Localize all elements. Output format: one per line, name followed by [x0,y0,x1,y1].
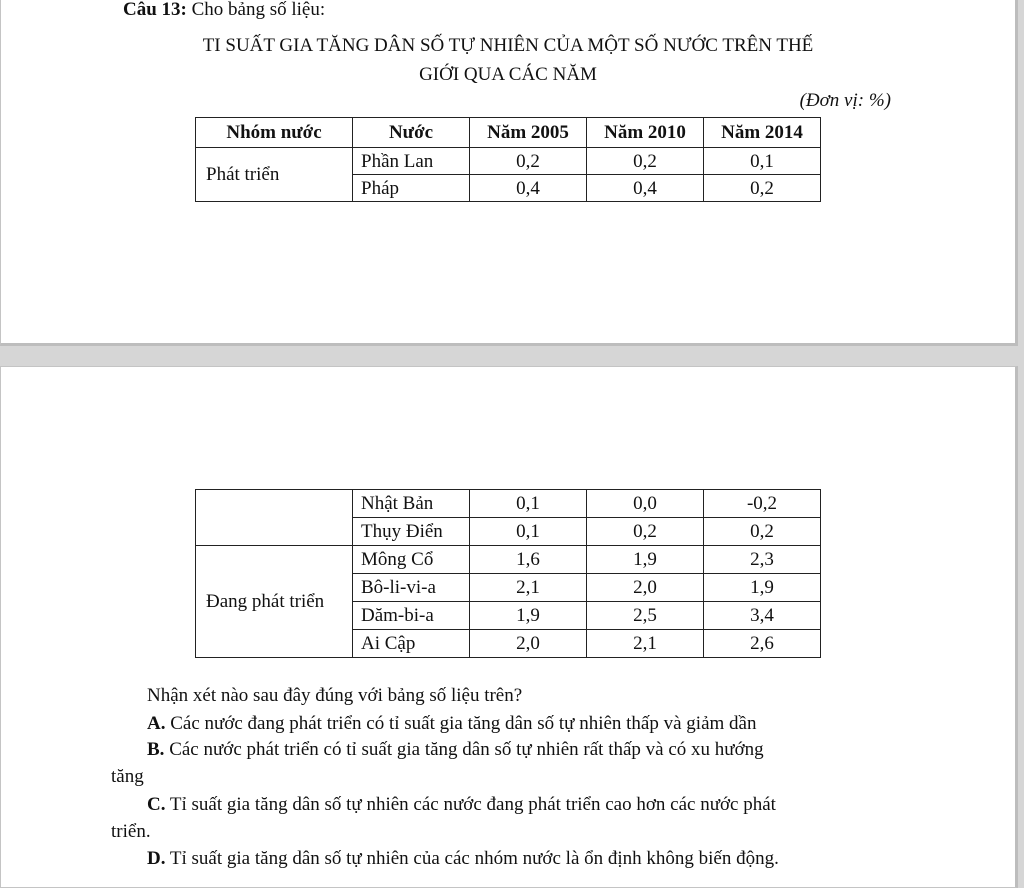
table-row [196,148,821,175]
data-table-part-2 [195,489,821,658]
unit-label: (Đơn vị: %) [799,90,891,111]
value-cell: 0,1 [470,518,587,546]
option-a-label: A. [147,713,166,734]
country-cell: Nhật Bản [353,490,470,518]
value-cell: 2,5 [587,602,704,630]
country-cell: Pháp [353,175,470,202]
option-a [147,713,756,735]
option-d-label: D. [147,848,166,869]
header-group: Nhóm nước [196,118,353,148]
country-cell: Mông Cổ [353,546,470,574]
value-cell: 0,0 [587,490,704,518]
table-row [196,490,821,518]
value-cell: 0,2 [470,148,587,175]
group-cell-developing: Đang phát triển [196,546,353,658]
value-cell: 2,0 [470,630,587,658]
value-cell: 3,4 [704,602,821,630]
data-table-part-1 [195,117,821,202]
country-cell: Thụy Điển [353,518,470,546]
table-header-row [196,118,821,148]
option-c-text: Tỉ suất gia tăng dân số tự nhiên các nước đang phát triển cao hơn các nước phát [169,794,776,815]
value-cell: 0,2 [704,175,821,202]
option-b [147,739,764,761]
value-cell: 0,4 [587,175,704,202]
country-cell: Dăm-bi-a [353,602,470,630]
value-cell: 2,1 [470,574,587,602]
value-cell: 2,3 [704,546,821,574]
question-prompt: Nhận xét nào sau đây đúng với bảng số liệu trên? [147,685,523,706]
group-cell-developed-continued [196,490,353,546]
question-number: Câu 13: [123,0,187,20]
header-country: Nước [353,118,470,148]
option-a-text: Các nước đang phát triển có tỉ suất gia tăng dân số tự nhiên thấp và giảm dần [170,713,757,734]
country-cell: Phần Lan [353,148,470,175]
option-c-continued: triển. [111,821,151,842]
value-cell: 0,2 [587,518,704,546]
value-cell: 1,9 [470,602,587,630]
table-title-line-2: GIỚI QUA CÁC NĂM [419,64,597,85]
question-intro: Cho bảng số liệu: [191,0,326,20]
country-cell: Bô-li-vi-a [353,574,470,602]
document-page-2 [0,366,1018,888]
value-cell: -0,2 [704,490,821,518]
option-b-label: B. [147,739,165,760]
group-cell-developed: Phát triển [196,148,353,202]
option-d-text: Tỉ suất gia tăng dân số tự nhiên của các nhóm nước là ổn định không biến động. [169,848,779,869]
option-b-text: Các nước phát triển có tỉ suất gia tăng dân số tự nhiên rất thấp và có xu hướng [169,739,764,760]
value-cell: 0,4 [470,175,587,202]
value-cell: 0,1 [704,148,821,175]
option-c-label: C. [147,794,166,815]
value-cell: 1,9 [587,546,704,574]
table-title-line-1: TI SUẤT GIA TĂNG DÂN SỐ TỰ NHIÊN CỦA MỘT SỐ NƯỚC TRÊN THẾ [202,35,814,56]
value-cell: 0,1 [470,490,587,518]
value-cell: 2,6 [704,630,821,658]
country-cell: Ai Cập [353,630,470,658]
value-cell: 2,1 [587,630,704,658]
header-year-2005: Năm 2005 [470,118,587,148]
table-row [196,546,821,574]
header-year-2010: Năm 2010 [587,118,704,148]
value-cell: 0,2 [704,518,821,546]
header-year-2014: Năm 2014 [704,118,821,148]
document-page-1 [0,0,1018,346]
value-cell: 1,9 [704,574,821,602]
option-d [147,848,779,870]
value-cell: 1,6 [470,546,587,574]
question-header [123,0,325,21]
value-cell: 2,0 [587,574,704,602]
option-c [147,794,776,816]
value-cell: 0,2 [587,148,704,175]
option-b-continued: tăng [111,766,144,787]
